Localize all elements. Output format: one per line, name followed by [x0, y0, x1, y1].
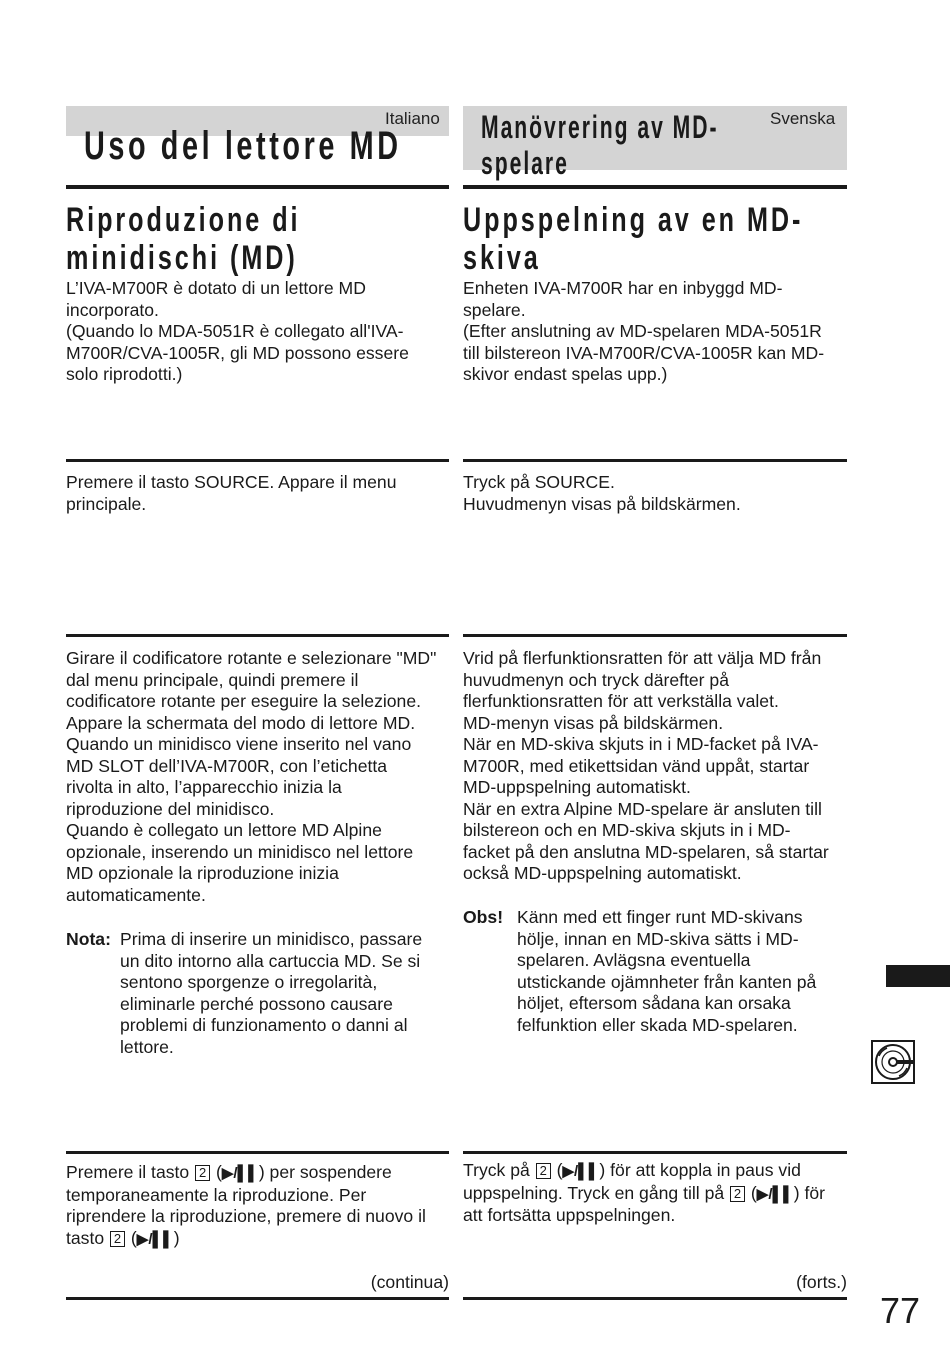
text-line: problemi di funzionamento o danni al — [120, 1015, 408, 1035]
key-2-icon: 2 — [195, 1165, 210, 1181]
text-line: riproduzione del minidisco. — [66, 798, 275, 819]
step3-rule-left — [66, 1151, 449, 1154]
text-line: temporaneamente la riproduzione. Per — [66, 1184, 367, 1205]
text-line: dal menu principale, quindi premere il — [66, 669, 359, 690]
continued-label-italian: (continua) — [370, 1272, 449, 1292]
text-line: lettore. — [120, 1036, 174, 1057]
text-line: Enheten IVA-M700R har en inbyggd MD- — [463, 278, 783, 298]
text-fragment: Tryck på — [463, 1160, 535, 1180]
language-label-italiano: Italiano — [385, 109, 440, 128]
text-line — [463, 1183, 847, 1206]
text-line: skivor endast spelas upp.) — [463, 364, 668, 384]
step1-rule-right — [463, 459, 847, 462]
text-fragment: ) för att koppla in paus vid — [599, 1160, 801, 1180]
text-line: (Quando lo MDA-5051R è collegato all'IVA- — [66, 321, 404, 341]
key-2-icon: 2 — [730, 1186, 745, 1202]
note-label: Obs! — [463, 907, 504, 927]
step2-swedish — [463, 648, 847, 885]
text-line: principale. — [66, 493, 147, 514]
text-line: MD opzionale la riproduzione inizia — [66, 863, 339, 883]
text-line: riprendere la riproduzione, premere di nuovo il — [66, 1206, 426, 1226]
text-line: un dito intorno alla cartuccia MD. Se si — [120, 950, 421, 971]
chapter-title-swedish-line1: Manövrering av MD- — [481, 109, 719, 145]
text-line: MD-menyn visas på bildskärmen. — [463, 712, 724, 733]
text-line: incorporato. — [66, 299, 159, 320]
text-line: spelare. — [463, 299, 526, 320]
play-pause-icon: ▶/▌▌ — [136, 1230, 174, 1248]
step3-rule-right — [463, 1151, 847, 1154]
chapter-title-italian: Uso del lettore MD — [84, 124, 402, 168]
chapter-title-swedish-line2: spelare — [481, 145, 569, 181]
text-fragment: ( — [126, 1227, 137, 1248]
bottom-rule-left — [66, 1297, 449, 1300]
text-line: Girare il codificatore rotante e selezionare "MD" — [66, 648, 437, 668]
step2-italian — [66, 648, 449, 906]
text-line: flerfunktionsratten för att verkställa valet. — [463, 691, 779, 711]
note-italian — [66, 929, 449, 1058]
header-rule-left — [66, 185, 449, 189]
text-line: Quando è collegato un lettore MD Alpine — [66, 820, 382, 840]
text-fragment: ( — [551, 1160, 563, 1180]
text-fragment: ) per sospendere — [258, 1162, 392, 1182]
chapter-side-tab — [886, 965, 950, 987]
intro-swedish — [463, 278, 847, 386]
text-line: Tryck på SOURCE. — [463, 472, 615, 492]
step1-rule-left — [66, 459, 449, 462]
cd-icon — [871, 1040, 915, 1084]
text-line: bilstereon och en MD-skiva skjuts in i MD- — [463, 820, 791, 840]
text-line: L’IVA-M700R è dotato di un lettore MD — [66, 278, 366, 298]
text-fragment: ( — [746, 1182, 757, 1203]
play-pause-icon: ▶/▌▌ — [756, 1185, 794, 1203]
header-rule-right — [463, 185, 847, 189]
text-line: utstickande ojämnheter från kanten på — [517, 971, 817, 992]
text-line: Vrid på flerfunktionsratten för att välja MD från — [463, 648, 822, 668]
intro-italian — [66, 278, 449, 386]
text-line: När en MD-skiva skjuts in i MD-facket på IVA- — [463, 734, 819, 754]
text-line: solo riprodotti.) — [66, 364, 183, 384]
text-line: Huvudmenyn visas på bildskärmen. — [463, 493, 741, 514]
text-line: rivolta in alto, l’apparecchio inizia la — [66, 777, 342, 797]
text-line: höljet, eftersom sådana kan orsaka — [517, 993, 791, 1013]
section-heading-italian-line1: Riproduzione di — [66, 201, 301, 239]
text-line: Appare la schermata del modo di lettore MD. — [66, 712, 416, 733]
step3-italian — [66, 1162, 449, 1250]
text-line: MD SLOT dell’IVA-M700R, con l’etichetta — [66, 755, 388, 776]
text-line: att fortsätta uppspelningen. — [463, 1205, 676, 1225]
text-line: Känn med ett finger runt MD-skivans — [517, 907, 803, 927]
text-line: MD-uppspelning automatiskt. — [463, 777, 691, 797]
text-line: sentono sporgenze o irregolarità, — [120, 972, 378, 992]
text-line — [463, 1160, 847, 1183]
step2-rule-right — [463, 634, 847, 637]
text-fragment: Premere il tasto — [66, 1162, 195, 1182]
section-heading-italian-line2: minidischi (MD) — [66, 239, 298, 277]
note-text — [120, 929, 422, 1058]
text-line: M700R, med etikettsidan vänd uppåt, startar — [463, 755, 810, 776]
text-fragment: ) — [173, 1227, 180, 1248]
text-line — [66, 1228, 449, 1251]
text-line: facket på den anslutna MD-spelaren, så startar — [463, 841, 829, 862]
text-line: Quando un minidisco viene inserito nel vano — [66, 734, 412, 754]
text-line: När en extra Alpine MD-spelare är ansluten till — [463, 798, 822, 819]
text-line — [66, 1162, 449, 1185]
continued-label-swedish: (forts.) — [796, 1272, 847, 1292]
text-line: spelaren. Avlägsna eventuella — [517, 950, 751, 970]
text-line: felfunktion eller skada MD-spelaren. — [517, 1014, 798, 1035]
text-line: Prima di inserire un minidisco, passare — [120, 929, 423, 949]
note-label: Nota: — [66, 929, 111, 949]
text-line: också MD-uppspelning automatiskt. — [463, 863, 742, 883]
text-line: automaticamente. — [66, 884, 206, 905]
text-line: opzionale, inserendo un minidisco nel lettore — [66, 841, 414, 862]
step1-italian — [66, 472, 449, 515]
play-pause-icon: ▶/▌▌ — [562, 1163, 600, 1180]
text-line: hölje, innan en MD-skiva sätts i MD- — [517, 928, 799, 949]
play-pause-icon: ▶/▌▌ — [221, 1165, 259, 1182]
section-heading-swedish-line1: Uppspelning av en MD- — [463, 201, 804, 239]
text-line: Premere il tasto SOURCE. Appare il menu — [66, 472, 397, 492]
text-fragment: uppspelning. Tryck en gång till på — [463, 1182, 730, 1203]
text-fragment: ) för — [793, 1182, 826, 1203]
text-line: till bilstereon IVA-M700R/CVA-1005R kan MD- — [463, 342, 825, 363]
text-line: eliminarle perché possono causare — [120, 993, 393, 1014]
note-swedish — [463, 907, 847, 1036]
step1-swedish — [463, 472, 847, 515]
section-heading-swedish-line2: skiva — [463, 239, 541, 277]
key-2-icon: 2 — [536, 1163, 551, 1179]
page-number: 77 — [880, 1290, 921, 1331]
text-line: codificatore rotante per eseguire la selezione. — [66, 691, 422, 711]
note-text — [517, 907, 816, 1036]
text-line: M700R/CVA-1005R, gli MD possono essere — [66, 342, 409, 363]
bottom-rule-right — [463, 1297, 847, 1300]
text-fragment: ( — [211, 1162, 222, 1182]
text-line: huvudmenyn och tryck därefter på — [463, 669, 730, 690]
text-line: (Efter anslutning av MD-spelaren MDA-5051R — [463, 321, 822, 341]
key-2-icon: 2 — [110, 1231, 125, 1247]
text-fragment: tasto — [66, 1227, 110, 1248]
language-label-svenska: Svenska — [770, 109, 836, 128]
step2-rule-left — [66, 634, 449, 637]
step3-swedish — [463, 1160, 847, 1227]
